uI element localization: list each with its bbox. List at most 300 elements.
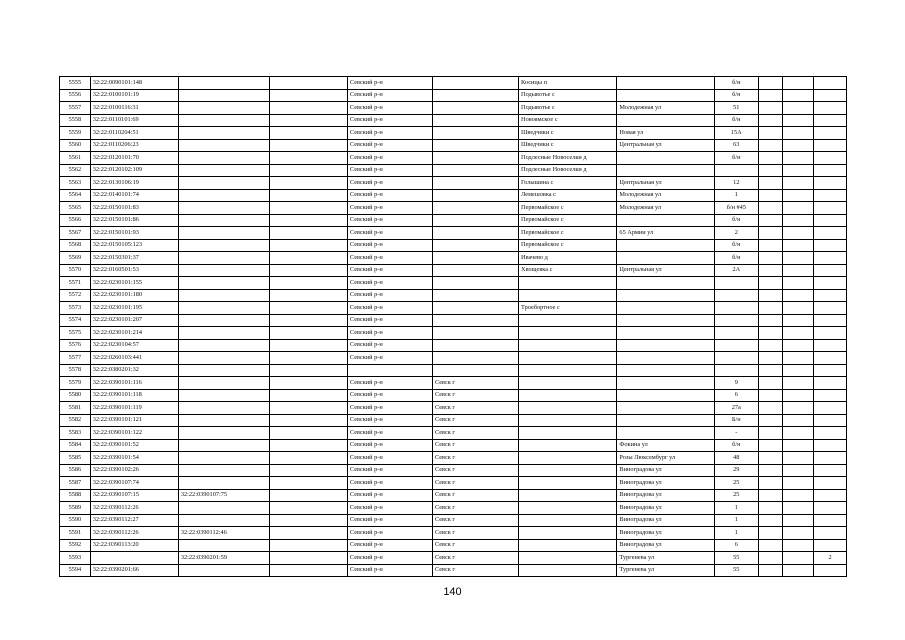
- cell-extra-column-3: [814, 252, 847, 265]
- cell-settlement: Лемешовка с: [519, 189, 617, 202]
- cell-cadastral-number: 32:22:0230101:195: [90, 302, 178, 315]
- cell-house-number: 63: [714, 139, 758, 152]
- cell-settlement: [519, 552, 617, 565]
- cell-row-number: 5583: [60, 427, 91, 440]
- cell-cadastral-number: 32:22:0390107:74: [90, 477, 178, 490]
- cell-street: [617, 114, 714, 127]
- cell-linked-cadastral-number: [178, 427, 269, 440]
- cell-settlement: [519, 452, 617, 465]
- cell-linked-cadastral-number: [178, 514, 269, 527]
- cell-city: [432, 264, 518, 277]
- cell-extra-column-1: [758, 302, 783, 315]
- cell-city: [432, 89, 518, 102]
- cell-row-number: 5570: [60, 264, 91, 277]
- cell-city: Севск г: [432, 489, 518, 502]
- cell-city: [432, 302, 518, 315]
- cell-city: [432, 227, 518, 240]
- table-row: [60, 539, 847, 552]
- cell-house-number: 48: [714, 452, 758, 465]
- cell-extra-column-2: [783, 539, 814, 552]
- cell-district: Севский р-н: [347, 189, 432, 202]
- cell-settlement: [519, 402, 617, 415]
- cell-cadastral-number: 32:22:0150301:37: [90, 252, 178, 265]
- cell-row-number: 5573: [60, 302, 91, 315]
- cell-city: Севск г: [432, 439, 518, 452]
- cell-district: Севский р-н: [347, 227, 432, 240]
- table-row: [60, 339, 847, 352]
- cell-district: Севский р-н: [347, 352, 432, 365]
- table-row: [60, 289, 847, 302]
- cell-linked-cadastral-number: [178, 214, 269, 227]
- cell-extra-column-2: [783, 277, 814, 290]
- cell-extra-column-1: [758, 189, 783, 202]
- cell-settlement: [519, 414, 617, 427]
- cell-extra-column-1: [758, 77, 783, 90]
- cell-street: [617, 314, 714, 327]
- cell-street: Молодежная ул: [617, 202, 714, 215]
- cell-settlement: [519, 439, 617, 452]
- cell-row-number: 5581: [60, 402, 91, 415]
- cell-house-number: 6: [714, 389, 758, 402]
- cell-blank-column: [270, 364, 348, 377]
- cell-city: [432, 152, 518, 165]
- cell-settlement: [519, 277, 617, 290]
- cell-district: [347, 364, 432, 377]
- cell-extra-column-2: [783, 202, 814, 215]
- cell-extra-column-3: [814, 289, 847, 302]
- cell-linked-cadastral-number: [178, 139, 269, 152]
- cell-extra-column-1: [758, 564, 783, 577]
- cell-linked-cadastral-number: [178, 327, 269, 340]
- cell-extra-column-2: [783, 402, 814, 415]
- cell-street: [617, 327, 714, 340]
- cell-extra-column-2: [783, 364, 814, 377]
- cell-extra-column-3: [814, 314, 847, 327]
- cell-district: Севский р-н: [347, 439, 432, 452]
- cell-district: Севский р-н: [347, 377, 432, 390]
- cell-house-number: б/н: [714, 114, 758, 127]
- cell-house-number: 29: [714, 464, 758, 477]
- cell-blank-column: [270, 214, 348, 227]
- cell-extra-column-3: [814, 227, 847, 240]
- cell-extra-column-2: [783, 427, 814, 440]
- cell-district: Севский р-н: [347, 564, 432, 577]
- cell-blank-column: [270, 189, 348, 202]
- cell-district: Севский р-н: [347, 214, 432, 227]
- table-row: [60, 252, 847, 265]
- registry-table-body: [60, 77, 847, 577]
- cell-extra-column-2: [783, 289, 814, 302]
- cell-blank-column: [270, 302, 348, 315]
- cell-street: Виноградова ул: [617, 464, 714, 477]
- cell-blank-column: [270, 127, 348, 140]
- cell-blank-column: [270, 489, 348, 502]
- cell-district: Севский р-н: [347, 114, 432, 127]
- cell-extra-column-2: [783, 264, 814, 277]
- cell-cadastral-number: 32:22:0230101:155: [90, 277, 178, 290]
- cell-settlement: [519, 314, 617, 327]
- cell-row-number: 5587: [60, 477, 91, 490]
- cell-linked-cadastral-number: [178, 314, 269, 327]
- cell-street: [617, 339, 714, 352]
- cell-city: Севск г: [432, 477, 518, 490]
- cell-cadastral-number: [90, 552, 178, 565]
- cell-house-number: [714, 164, 758, 177]
- cell-city: Севск г: [432, 527, 518, 540]
- cell-extra-column-3: [814, 264, 847, 277]
- cell-linked-cadastral-number: [178, 177, 269, 190]
- cell-linked-cadastral-number: [178, 389, 269, 402]
- cell-blank-column: [270, 514, 348, 527]
- cell-city: Севск г: [432, 452, 518, 465]
- cell-linked-cadastral-number: [178, 339, 269, 352]
- cell-blank-column: [270, 527, 348, 540]
- cell-city: [432, 214, 518, 227]
- cell-extra-column-3: [814, 402, 847, 415]
- table-row: [60, 564, 847, 577]
- cell-district: Севский р-н: [347, 102, 432, 115]
- cell-street: Виноградова ул: [617, 539, 714, 552]
- cell-settlement: [519, 352, 617, 365]
- cell-blank-column: [270, 464, 348, 477]
- cell-linked-cadastral-number: [178, 102, 269, 115]
- cell-linked-cadastral-number: [178, 502, 269, 515]
- table-row: [60, 114, 847, 127]
- cell-house-number: б/н #45: [714, 202, 758, 215]
- cell-cadastral-number: 32:22:0390101:116: [90, 377, 178, 390]
- cell-house-number: 9: [714, 377, 758, 390]
- cell-extra-column-2: [783, 139, 814, 152]
- cell-extra-column-1: [758, 339, 783, 352]
- cell-extra-column-1: [758, 439, 783, 452]
- cell-extra-column-3: [814, 389, 847, 402]
- cell-street: Виноградова ул: [617, 489, 714, 502]
- cell-street: Центральная ул: [617, 139, 714, 152]
- cell-linked-cadastral-number: 32:22:0390107:75: [178, 489, 269, 502]
- cell-district: Севский р-н: [347, 314, 432, 327]
- cell-city: Севск г: [432, 377, 518, 390]
- cell-district: Севский р-н: [347, 514, 432, 527]
- cell-city: [432, 314, 518, 327]
- cell-district: Севский р-н: [347, 489, 432, 502]
- cell-linked-cadastral-number: [178, 264, 269, 277]
- cell-blank-column: [270, 164, 348, 177]
- cell-cadastral-number: 32:22:0090101:148: [90, 77, 178, 90]
- cell-row-number: 5556: [60, 89, 91, 102]
- cell-city: Севск г: [432, 514, 518, 527]
- cell-street: Молодежная ул: [617, 102, 714, 115]
- cell-street: Тургенева ул: [617, 564, 714, 577]
- cell-extra-column-1: [758, 314, 783, 327]
- cell-cadastral-number: 32:22:0150101:83: [90, 202, 178, 215]
- cell-house-number: 27а: [714, 402, 758, 415]
- cell-extra-column-2: [783, 152, 814, 165]
- cell-settlement: Первомайское с: [519, 214, 617, 227]
- cell-row-number: 5564: [60, 189, 91, 202]
- cell-house-number: б/н: [714, 252, 758, 265]
- cell-extra-column-2: [783, 339, 814, 352]
- cell-district: Севский р-н: [347, 202, 432, 215]
- table-row: [60, 502, 847, 515]
- cell-linked-cadastral-number: [178, 302, 269, 315]
- cell-row-number: 5555: [60, 77, 91, 90]
- cell-extra-column-1: [758, 239, 783, 252]
- cell-row-number: 5569: [60, 252, 91, 265]
- cell-extra-column-2: [783, 214, 814, 227]
- cell-district: Севский р-н: [347, 89, 432, 102]
- cell-house-number: [714, 339, 758, 352]
- cell-linked-cadastral-number: [178, 89, 269, 102]
- cell-extra-column-2: [783, 352, 814, 365]
- cell-extra-column-3: [814, 189, 847, 202]
- cell-extra-column-3: [814, 214, 847, 227]
- cell-extra-column-1: [758, 164, 783, 177]
- cell-street: 65 Армии ул: [617, 227, 714, 240]
- cell-cadastral-number: 32:22:0120101:70: [90, 152, 178, 165]
- cell-linked-cadastral-number: [178, 77, 269, 90]
- cell-extra-column-3: [814, 414, 847, 427]
- cell-blank-column: [270, 427, 348, 440]
- cell-extra-column-3: [814, 302, 847, 315]
- cell-linked-cadastral-number: [178, 289, 269, 302]
- cell-settlement: Косицы п: [519, 77, 617, 90]
- cell-cadastral-number: 32:22:0390112:26: [90, 502, 178, 515]
- cell-extra-column-1: [758, 177, 783, 190]
- cell-linked-cadastral-number: [178, 564, 269, 577]
- cell-settlement: [519, 539, 617, 552]
- cell-extra-column-1: [758, 289, 783, 302]
- cell-street: Виноградова ул: [617, 477, 714, 490]
- cell-extra-column-1: [758, 489, 783, 502]
- cell-blank-column: [270, 264, 348, 277]
- cell-district: Севский р-н: [347, 402, 432, 415]
- cell-street: [617, 402, 714, 415]
- cell-extra-column-1: [758, 452, 783, 465]
- cell-house-number: -: [714, 427, 758, 440]
- cell-row-number: 5586: [60, 464, 91, 477]
- cell-settlement: Подлесные Новоселки д: [519, 152, 617, 165]
- cell-city: [432, 202, 518, 215]
- cell-extra-column-3: [814, 89, 847, 102]
- table-row: [60, 527, 847, 540]
- cell-district: Севский р-н: [347, 264, 432, 277]
- cell-settlement: Подывотье с: [519, 89, 617, 102]
- cell-city: [432, 77, 518, 90]
- cell-extra-column-2: [783, 502, 814, 515]
- cell-extra-column-3: [814, 364, 847, 377]
- cell-linked-cadastral-number: [178, 202, 269, 215]
- cell-row-number: 5565: [60, 202, 91, 215]
- cell-linked-cadastral-number: [178, 539, 269, 552]
- cell-district: Севский р-н: [347, 414, 432, 427]
- cell-settlement: [519, 327, 617, 340]
- table-row: [60, 439, 847, 452]
- cell-extra-column-1: [758, 427, 783, 440]
- cell-extra-column-2: [783, 514, 814, 527]
- cell-extra-column-1: [758, 389, 783, 402]
- cell-extra-column-1: [758, 152, 783, 165]
- cell-linked-cadastral-number: [178, 414, 269, 427]
- cell-blank-column: [270, 439, 348, 452]
- cell-street: Центральная ул: [617, 264, 714, 277]
- cell-settlement: Шведчики с: [519, 139, 617, 152]
- cell-blank-column: [270, 114, 348, 127]
- table-row: [60, 127, 847, 140]
- cell-extra-column-1: [758, 464, 783, 477]
- cell-city: [432, 277, 518, 290]
- cell-district: Севский р-н: [347, 339, 432, 352]
- cell-extra-column-3: [814, 489, 847, 502]
- cell-blank-column: [270, 102, 348, 115]
- cell-blank-column: [270, 352, 348, 365]
- cell-extra-column-1: [758, 352, 783, 365]
- cell-cadastral-number: 32:22:0230101:214: [90, 327, 178, 340]
- cell-row-number: 5568: [60, 239, 91, 252]
- cell-house-number: б/н: [714, 439, 758, 452]
- cell-cadastral-number: 32:22:0150105:123: [90, 239, 178, 252]
- cell-row-number: 5589: [60, 502, 91, 515]
- cell-blank-column: [270, 152, 348, 165]
- cell-row-number: 5558: [60, 114, 91, 127]
- cell-extra-column-3: [814, 564, 847, 577]
- cell-settlement: [519, 377, 617, 390]
- cell-extra-column-3: [814, 152, 847, 165]
- cell-cadastral-number: 32:22:0230101:207: [90, 314, 178, 327]
- cell-street: [617, 427, 714, 440]
- cell-settlement: Новоямское с: [519, 114, 617, 127]
- cell-city: [432, 352, 518, 365]
- cell-street: [617, 364, 714, 377]
- cell-extra-column-3: [814, 327, 847, 340]
- cell-city: [432, 327, 518, 340]
- table-row: [60, 377, 847, 390]
- cell-street: [617, 152, 714, 165]
- cell-settlement: [519, 564, 617, 577]
- table-row: [60, 489, 847, 502]
- cell-blank-column: [270, 339, 348, 352]
- cell-street: [617, 214, 714, 227]
- cell-linked-cadastral-number: [178, 402, 269, 415]
- cell-cadastral-number: 32:22:0390112:27: [90, 514, 178, 527]
- cell-house-number: 25: [714, 489, 758, 502]
- cell-street: Новая ул: [617, 127, 714, 140]
- cell-extra-column-2: [783, 302, 814, 315]
- cell-district: Севский р-н: [347, 139, 432, 152]
- cell-house-number: б/н: [714, 89, 758, 102]
- cell-linked-cadastral-number: [178, 377, 269, 390]
- cell-extra-column-2: [783, 164, 814, 177]
- cell-blank-column: [270, 377, 348, 390]
- cell-cadastral-number: 32:22:0390101:119: [90, 402, 178, 415]
- cell-cadastral-number: 32:22:0110206:23: [90, 139, 178, 152]
- cell-extra-column-2: [783, 464, 814, 477]
- cell-district: Севский р-н: [347, 177, 432, 190]
- cell-district: Севский р-н: [347, 239, 432, 252]
- cell-extra-column-2: [783, 239, 814, 252]
- cell-blank-column: [270, 452, 348, 465]
- cell-district: Севский р-н: [347, 502, 432, 515]
- cell-extra-column-1: [758, 514, 783, 527]
- cell-extra-column-3: [814, 127, 847, 140]
- cell-extra-column-1: [758, 527, 783, 540]
- cell-extra-column-2: [783, 552, 814, 565]
- cell-house-number: [714, 314, 758, 327]
- cell-linked-cadastral-number: [178, 189, 269, 202]
- cell-settlement: Первомайское с: [519, 202, 617, 215]
- cell-street: Центральная ул: [617, 177, 714, 190]
- table-row: [60, 89, 847, 102]
- cell-district: Севский р-н: [347, 477, 432, 490]
- cell-street: Розы Люксембург ул: [617, 452, 714, 465]
- cell-extra-column-3: [814, 202, 847, 215]
- cell-street: [617, 239, 714, 252]
- cell-settlement: Подлесные Новоселки д: [519, 164, 617, 177]
- cell-settlement: Хвощевка с: [519, 264, 617, 277]
- cell-extra-column-3: [814, 502, 847, 515]
- cell-extra-column-2: [783, 327, 814, 340]
- cell-blank-column: [270, 202, 348, 215]
- cell-blank-column: [270, 327, 348, 340]
- cell-extra-column-1: [758, 252, 783, 265]
- cell-row-number: 5580: [60, 389, 91, 402]
- cell-cadastral-number: 32:22:0230104:57: [90, 339, 178, 352]
- cell-extra-column-3: [814, 77, 847, 90]
- cell-extra-column-2: [783, 77, 814, 90]
- cell-city: [432, 177, 518, 190]
- cell-row-number: 5577: [60, 352, 91, 365]
- cell-extra-column-2: [783, 414, 814, 427]
- cell-row-number: 5566: [60, 214, 91, 227]
- cell-city: [432, 289, 518, 302]
- registry-table: [59, 76, 847, 577]
- cell-cadastral-number: 32:22:0390112:26: [90, 527, 178, 540]
- cell-extra-column-2: [783, 527, 814, 540]
- cell-district: Севский р-н: [347, 277, 432, 290]
- cell-cadastral-number: 32:22:0390101:54: [90, 452, 178, 465]
- cell-street: [617, 164, 714, 177]
- cell-house-number: [714, 289, 758, 302]
- cell-blank-column: [270, 239, 348, 252]
- cell-cadastral-number: 32:22:0260103:441: [90, 352, 178, 365]
- cell-house-number: 51: [714, 102, 758, 115]
- cell-linked-cadastral-number: [178, 277, 269, 290]
- cell-blank-column: [270, 77, 348, 90]
- cell-house-number: 1: [714, 189, 758, 202]
- cell-linked-cadastral-number: [178, 352, 269, 365]
- cell-city: [432, 252, 518, 265]
- cell-linked-cadastral-number: [178, 164, 269, 177]
- table-row: [60, 239, 847, 252]
- cell-extra-column-1: [758, 264, 783, 277]
- cell-house-number: б/н: [714, 214, 758, 227]
- cell-settlement: Троебортное с: [519, 302, 617, 315]
- cell-settlement: Шведчики с: [519, 127, 617, 140]
- cell-street: [617, 252, 714, 265]
- cell-row-number: 5561: [60, 152, 91, 165]
- cell-row-number: 5588: [60, 489, 91, 502]
- cell-linked-cadastral-number: [178, 239, 269, 252]
- cell-cadastral-number: 32:22:0390107:15: [90, 489, 178, 502]
- cell-row-number: 5574: [60, 314, 91, 327]
- cell-blank-column: [270, 477, 348, 490]
- cell-row-number: 5590: [60, 514, 91, 527]
- cell-house-number: 2: [714, 227, 758, 240]
- cell-row-number: 5559: [60, 127, 91, 140]
- cell-extra-column-1: [758, 364, 783, 377]
- cell-extra-column-2: [783, 102, 814, 115]
- table-row: [60, 177, 847, 190]
- table-row: [60, 189, 847, 202]
